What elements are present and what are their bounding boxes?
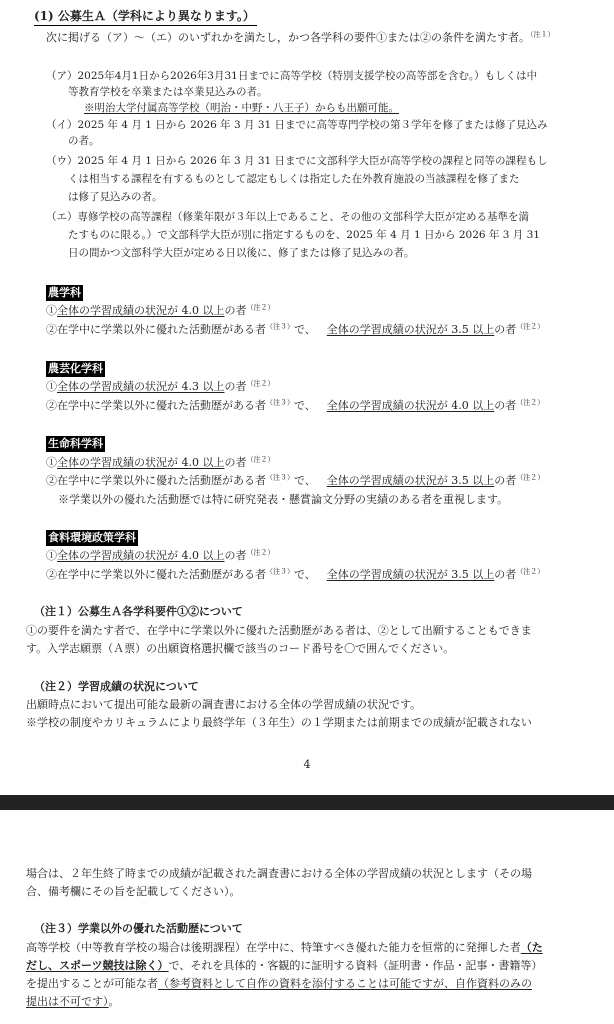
text-span: の者 bbox=[224, 549, 247, 562]
text-span: ②在学中に学業以外に優れた活動歴がある者 bbox=[46, 323, 266, 336]
text-span: で、 bbox=[294, 474, 316, 487]
dept-food-req2 bbox=[46, 567, 544, 583]
dept-label-agricultural-chemistry: 農芸化学科 bbox=[48, 362, 103, 375]
text-span: の者 bbox=[494, 568, 517, 581]
page-break-divider bbox=[0, 795, 614, 810]
condition-a-line1: （ア）2025年4月1日から2026年3月31日までに高等学校（特別支援学校の高等部を含む。）もしくは中 bbox=[46, 70, 538, 82]
condition-e-line2: たすものに限る。）で文部科学大臣が別に指定するものを、2025 年 4 月 1 日から 2026 年 3 月 31 bbox=[68, 229, 540, 241]
note3-line1 bbox=[26, 940, 543, 956]
text-span: を提出することが可能な者 bbox=[26, 977, 158, 990]
text-span: （注３） bbox=[266, 398, 294, 407]
condition-i-line1: （イ）2025 年 4 月 1 日から 2026 年 3 月 31 日までに高等専門学校の第３学年を修了または修了見込み bbox=[46, 119, 548, 131]
note2-continued-line1: 場合は、２年生終了時までの成績が記載された調査書における全体の学習成績の状況とします（その場 bbox=[26, 867, 532, 880]
text-span: （注３） bbox=[266, 322, 294, 331]
text-span: 高等学校（中等教育学校の場合は後期課程）在学中に、特筆すべき優れた能力を恒常的に発揮した者 bbox=[26, 941, 521, 954]
note1-line1: ①の要件を満たす者で、在学中に学業以外に優れた活動歴がある者は、②として出願することもできま bbox=[26, 624, 532, 637]
text-span: 全体の学習成績の状況が bbox=[57, 549, 178, 562]
text-span: の者 bbox=[224, 304, 247, 317]
text-span: 全体の学習成績の状況が bbox=[57, 380, 178, 393]
dept-life-req2 bbox=[46, 473, 544, 489]
text-span: 4.0 以上 bbox=[181, 549, 225, 562]
text-span: （注２） bbox=[516, 567, 545, 576]
text-span: （参考資料として自作の資料を添付することは可能ですが、自作資料のみの bbox=[158, 977, 532, 990]
dept-life-req1 bbox=[46, 455, 275, 471]
text-span: 。 bbox=[108, 995, 120, 1008]
text-span: 全体の学習成績の状況が bbox=[57, 304, 178, 317]
text-span bbox=[57, 456, 225, 469]
text-span: の者 bbox=[494, 323, 517, 336]
condition-e-line1: （エ）専修学校の高等課程（修業年限が３年以上であること、その他の文部科学大臣が定める基準を満 bbox=[46, 211, 529, 223]
condition-u-line3: は修了見込みの者。 bbox=[68, 191, 163, 203]
note3-title: （注３）学業以外の優れた活動歴について bbox=[34, 922, 243, 935]
section-intro bbox=[46, 30, 555, 46]
text-span: で、それを具体的・客観的に証明する資料（証明書・作品・記事・書籍等） bbox=[168, 959, 543, 972]
condition-u-line2: くは相当する課程を有するものとして認定もしくは指定した在外教育施設の当該課程を修了また bbox=[68, 173, 520, 185]
text-span: （注２） bbox=[516, 322, 545, 331]
text-span: の者 bbox=[494, 474, 517, 487]
text-span: の者 bbox=[494, 399, 517, 412]
text-span: ②在学中に学業以外に優れた活動歴がある者 bbox=[46, 568, 266, 581]
text-span: （注２） bbox=[246, 548, 275, 557]
section-heading: (1) 公募生Ａ（学科により異なります。） bbox=[34, 8, 257, 26]
dept-agriculture-req2 bbox=[46, 322, 544, 338]
dept-agrichem-req2 bbox=[46, 398, 544, 414]
text-span: （注１） bbox=[530, 30, 555, 39]
dept-food-req1 bbox=[46, 548, 275, 564]
text-span: 全体の学習成績の状況が 4.0 以上 bbox=[326, 399, 495, 412]
text-span: （注３） bbox=[266, 473, 294, 482]
text-span: （注３） bbox=[266, 567, 294, 576]
text-span: 4.3 以上 bbox=[181, 380, 225, 393]
condition-e-line3: 日の間かつ文部科学大臣が定める日以後に、修了または修了見込みの者。 bbox=[68, 247, 415, 259]
text-span: で、 bbox=[294, 323, 316, 336]
dept-label-life-sciences: 生命科学科 bbox=[48, 437, 103, 450]
note1-title: （注１）公募生Ａ各学科要件①②について bbox=[34, 605, 243, 618]
note2-title: （注２）学習成績の状況について bbox=[34, 680, 199, 693]
note2-line1: 出願時点において提出可能な最新の調査書における全体の学習成績の状況です。 bbox=[26, 698, 422, 711]
condition-u-line1: （ウ）2025 年 4 月 1 日から 2026 年 3 月 31 日までに文部科学大臣が高等学校の課程と同等の課程もし bbox=[46, 155, 548, 167]
text-span: ②在学中に学業以外に優れた活動歴がある者 bbox=[46, 474, 266, 487]
dept-label-agriculture: 農学科 bbox=[48, 286, 81, 299]
text-span: （注２） bbox=[516, 473, 545, 482]
condition-i-line2: の者。 bbox=[68, 135, 100, 147]
text-span bbox=[57, 380, 225, 393]
text-span: ②在学中に学業以外に優れた活動歴がある者 bbox=[46, 399, 266, 412]
note3-line2 bbox=[26, 958, 542, 974]
page-5 bbox=[0, 810, 614, 1024]
text-span: 全体の学習成績の状況が 3.5 以上 bbox=[326, 568, 495, 581]
text-span: ① bbox=[46, 456, 57, 469]
text-span: 全体の学習成績の状況が 3.5 以上 bbox=[326, 474, 495, 487]
text-span: の者 bbox=[224, 380, 247, 393]
text-span: （た bbox=[520, 941, 543, 954]
text-span: だし、スポーツ競技は除く） bbox=[26, 959, 169, 972]
text-span: （注２） bbox=[246, 379, 275, 388]
text-span: ① bbox=[46, 380, 57, 393]
text-span: 提出は不可です） bbox=[26, 995, 109, 1008]
condition-a-line2: 等教育学校を卒業または卒業見込みの者。 bbox=[68, 86, 268, 98]
text-span: で、 bbox=[294, 568, 316, 581]
page-number: 4 bbox=[303, 758, 311, 771]
text-span: 4.0 以上 bbox=[181, 456, 225, 469]
text-span: で、 bbox=[294, 399, 316, 412]
dept-agrichem-req1 bbox=[46, 379, 275, 395]
note3-line4 bbox=[26, 994, 120, 1010]
text-span: の者 bbox=[224, 456, 247, 469]
text-span: 全体の学習成績の状況が bbox=[57, 456, 178, 469]
text-span: 4.0 以上 bbox=[181, 304, 225, 317]
text-span: ① bbox=[46, 549, 57, 562]
text-span: ① bbox=[46, 304, 57, 317]
note3-line3 bbox=[26, 976, 532, 992]
condition-a-note: ※明治大学付属高等学校（明治・中野・八王子）からも出願可能。 bbox=[84, 102, 399, 114]
text-span bbox=[57, 549, 225, 562]
note2-continued-line2: 合、備考欄にその旨を記載してください）。 bbox=[26, 885, 241, 898]
text-span: 全体の学習成績の状況が 3.5 以上 bbox=[326, 323, 495, 336]
text-span: （注２） bbox=[246, 455, 275, 464]
text-span bbox=[57, 304, 225, 317]
text-span: （注２） bbox=[246, 303, 275, 312]
note1-line2: す。入学志願票（Ａ票）の出願資格選択欄で該当のコード番号を〇で囲んでください。 bbox=[26, 642, 455, 655]
text-span: （注２） bbox=[516, 398, 545, 407]
dept-label-food-environment-policy: 食料環境政策学科 bbox=[48, 531, 136, 544]
dept-agriculture-req1 bbox=[46, 303, 275, 319]
dept-life-extra-note: ※学業以外の優れた活動歴では特に研究発表・懸賞論文分野の実績のある者を重視します。 bbox=[58, 493, 509, 506]
note2-line2: ※学校の制度やカリキュラムにより最終学年（３年生）の１学期または前期までの成績が記載されない bbox=[26, 716, 532, 729]
text-span: 次に掲げる（ア）～（エ）のいずれかを満たし，かつ各学科の要件①または②の条件を満たす者。 bbox=[46, 31, 530, 44]
